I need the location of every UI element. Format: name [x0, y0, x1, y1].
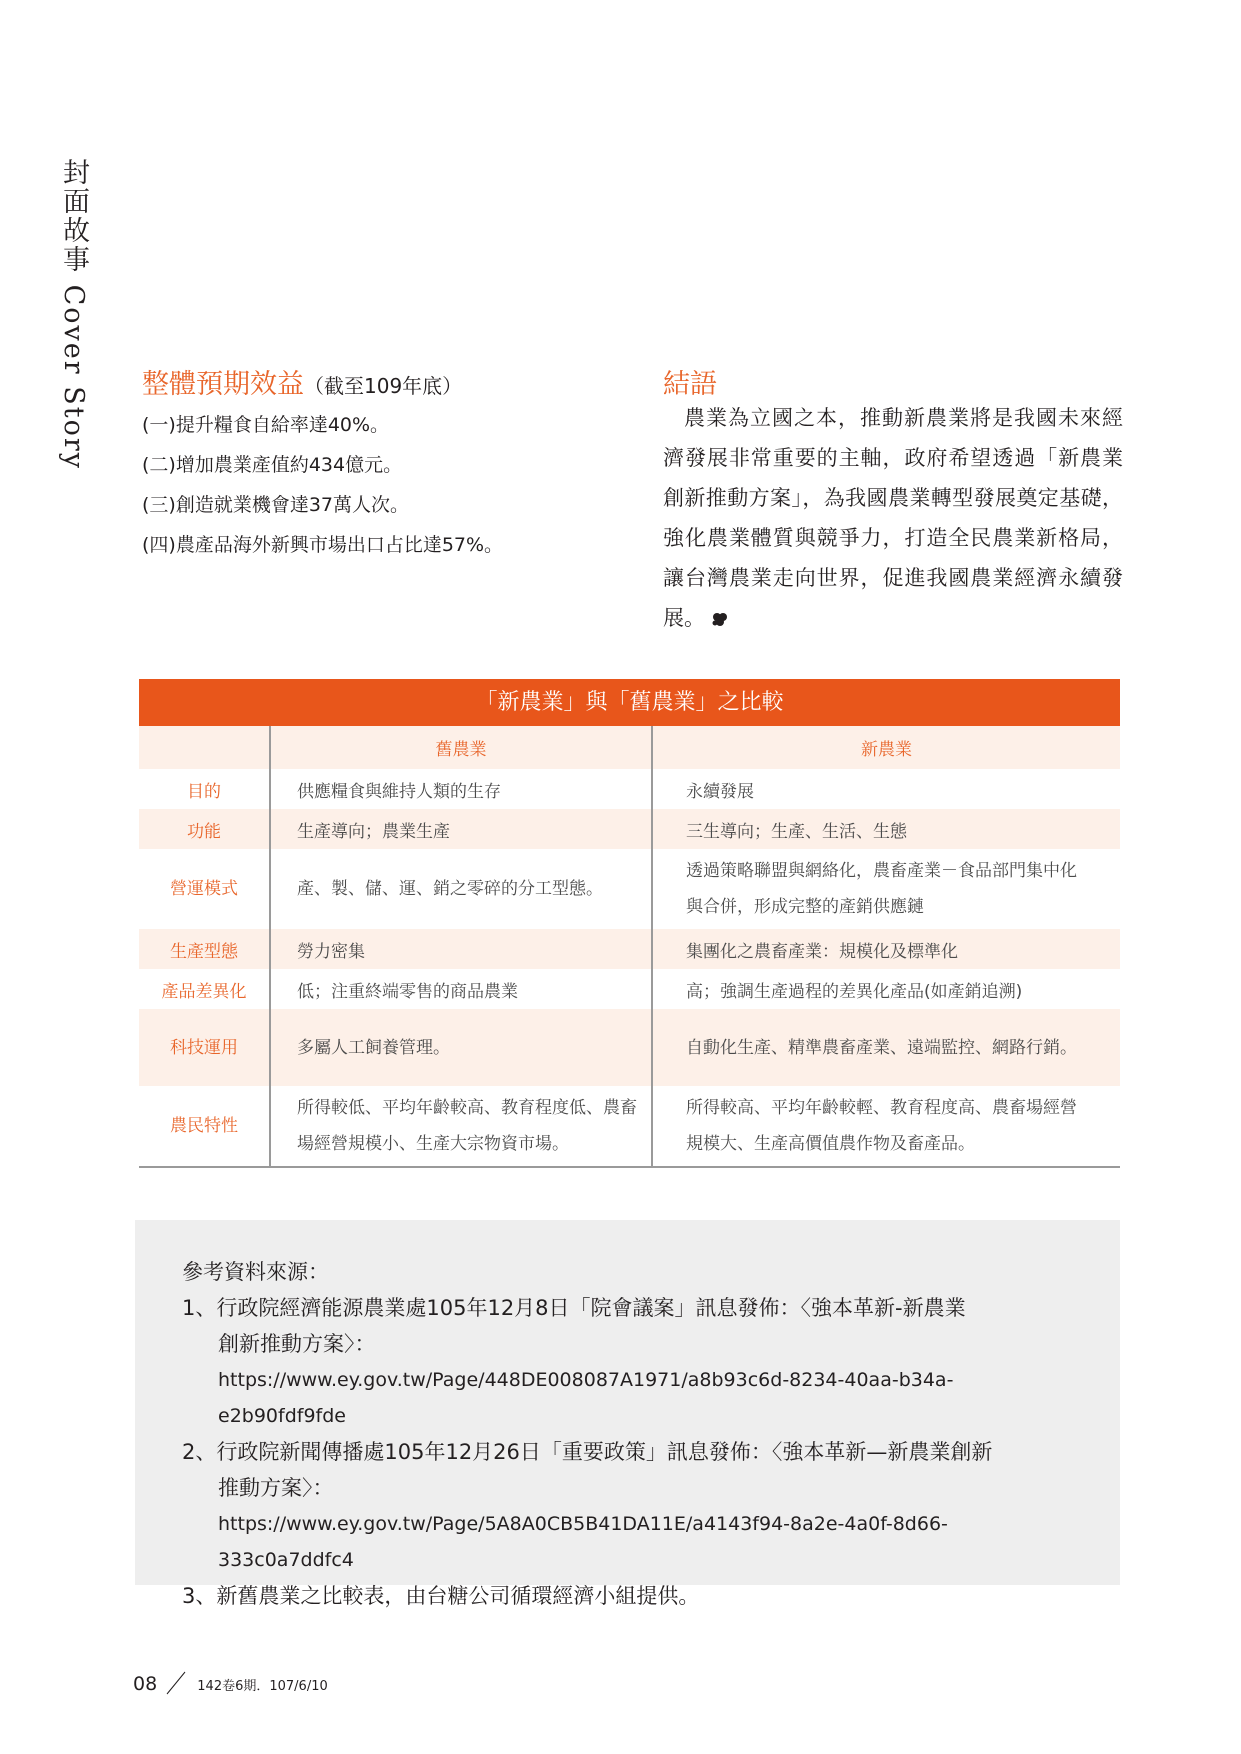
benefits-note: （截至109年底） [304, 374, 463, 398]
row-label: 生產型態 [139, 929, 270, 969]
header-new: 新農業 [652, 726, 1120, 769]
table-row [139, 849, 1120, 929]
row-new: 所得較高、平均年齡較輕、教育程度高、農畜場經營規模大、生產高價值農作物及畜產品。 [652, 1086, 1120, 1167]
benefit-item: (三)創造就業機會達37萬人次。 [142, 494, 410, 516]
row-new: 透過策略聯盟與網絡化，農畜產業－食品部門集中化與合併，形成完整的產銷供應鏈 [652, 849, 1120, 929]
reference-item [182, 1578, 1070, 1614]
issue-info: 142卷6期．107/6/10 [197, 1679, 328, 1694]
benefits-list [142, 405, 503, 565]
divider-slash-icon [163, 1670, 191, 1696]
benefits-heading [142, 362, 462, 401]
conclusion-body [663, 398, 1123, 638]
page-footer [133, 1670, 328, 1696]
row-label: 科技運用 [139, 1009, 270, 1086]
end-mark-icon [711, 611, 729, 627]
table-row [139, 1086, 1120, 1167]
reference-text: 行政院經濟能源農業處105年12月8日「院會議案」訊息發佈：〈強本革新-新農業 [216, 1296, 966, 1320]
row-old: 低；注重終端零售的商品農業 [270, 969, 652, 1009]
row-new: 自動化生產、精準農畜產業、遠端監控、網路行銷。 [652, 1009, 1120, 1086]
table-row [139, 809, 1120, 849]
reference-number: 3、 [182, 1584, 217, 1608]
benefits-title: 整體預期效益 [142, 369, 304, 400]
header-blank [139, 726, 270, 769]
table-row [139, 769, 1120, 809]
row-label: 功能 [139, 809, 270, 849]
row-old: 勞力密集 [270, 929, 652, 969]
section-label: 封面故事 Cover Story [58, 158, 89, 470]
row-old: 所得較低、平均年齡較高、教育程度低、農畜場經營規模小、生產大宗物資市場。 [270, 1086, 652, 1167]
row-new: 集團化之農畜產業：規模化及標準化 [652, 929, 1120, 969]
table-header-row [139, 726, 1120, 769]
row-label: 目的 [187, 781, 221, 802]
row-new: 永續發展 [652, 769, 1120, 809]
row-new: 三生導向；生產、生活、生態 [652, 809, 1120, 849]
conclusion-title: 結語 [663, 369, 717, 400]
benefit-item: (二)增加農業產值約434億元。 [142, 454, 403, 476]
reference-url[interactable]: https://www.ey.gov.tw/Page/448DE008087A1971/a8b93c6d-8234-40aa-b34a-e2b90fdf9fde [218, 1369, 954, 1427]
reference-url[interactable]: https://www.ey.gov.tw/Page/5A8A0CB5B41DA11E/a4143f94-8a2e-4a0f-8d66-333c0a7ddfc4 [218, 1513, 948, 1571]
comparison-grid [139, 726, 1120, 1168]
reference-item [182, 1434, 1070, 1470]
reference-text: 新舊農業之比較表，由台糖公司循環經濟小組提供。 [216, 1584, 700, 1608]
page-number: 08 [133, 1673, 158, 1695]
conclusion-text: 農業為立國之本，推動新農業將是我國未來經濟發展非常重要的主軸，政府希望透過「新農業創新推動方案」，為我國農業轉型發展奠定基礎，強化農業體質與競爭力，打造全民農業新格局，讓台灣農業走向世界，促進我國農業經濟永續發展。 [663, 406, 1123, 630]
row-label: 農民特性 [170, 1116, 238, 1136]
table-row [139, 1009, 1120, 1086]
reference-text: 行政院新聞傳播處105年12月26日「重要政策」訊息發佈：〈強本革新—新農業創新 [216, 1440, 993, 1464]
reference-number: 1、 [182, 1296, 217, 1320]
table-title: 「新農業」與「舊農業」之比較 [139, 679, 1120, 726]
references-title: 參考資料來源： [182, 1260, 329, 1284]
row-label: 產品差異化 [161, 981, 247, 1002]
row-old: 生產導向；農業生產 [270, 809, 652, 849]
row-label: 營運模式 [170, 879, 238, 899]
reference-text-continued: 創新推動方案〉： [218, 1332, 376, 1356]
benefit-item: (四)農產品海外新興市場出口占比達57%。 [142, 534, 504, 556]
table-row [139, 929, 1120, 969]
row-old: 多屬人工飼養管理。 [270, 1009, 652, 1086]
benefit-item: (一)提升糧食自給率達40%。 [142, 414, 390, 436]
references-box [135, 1220, 1120, 1608]
header-old: 舊農業 [270, 726, 652, 769]
comparison-table [139, 679, 1120, 1168]
row-old: 供應糧食與維持人類的生存 [270, 769, 652, 809]
row-old: 產、製、儲、運、銷之零碎的分工型態。 [270, 849, 652, 929]
reference-item [182, 1290, 1070, 1326]
row-new: 高；強調生產過程的差異化產品(如產銷追溯) [652, 969, 1120, 1009]
reference-number: 2、 [182, 1440, 217, 1464]
reference-text-continued: 推動方案〉： [218, 1476, 334, 1500]
table-row [139, 969, 1120, 1009]
